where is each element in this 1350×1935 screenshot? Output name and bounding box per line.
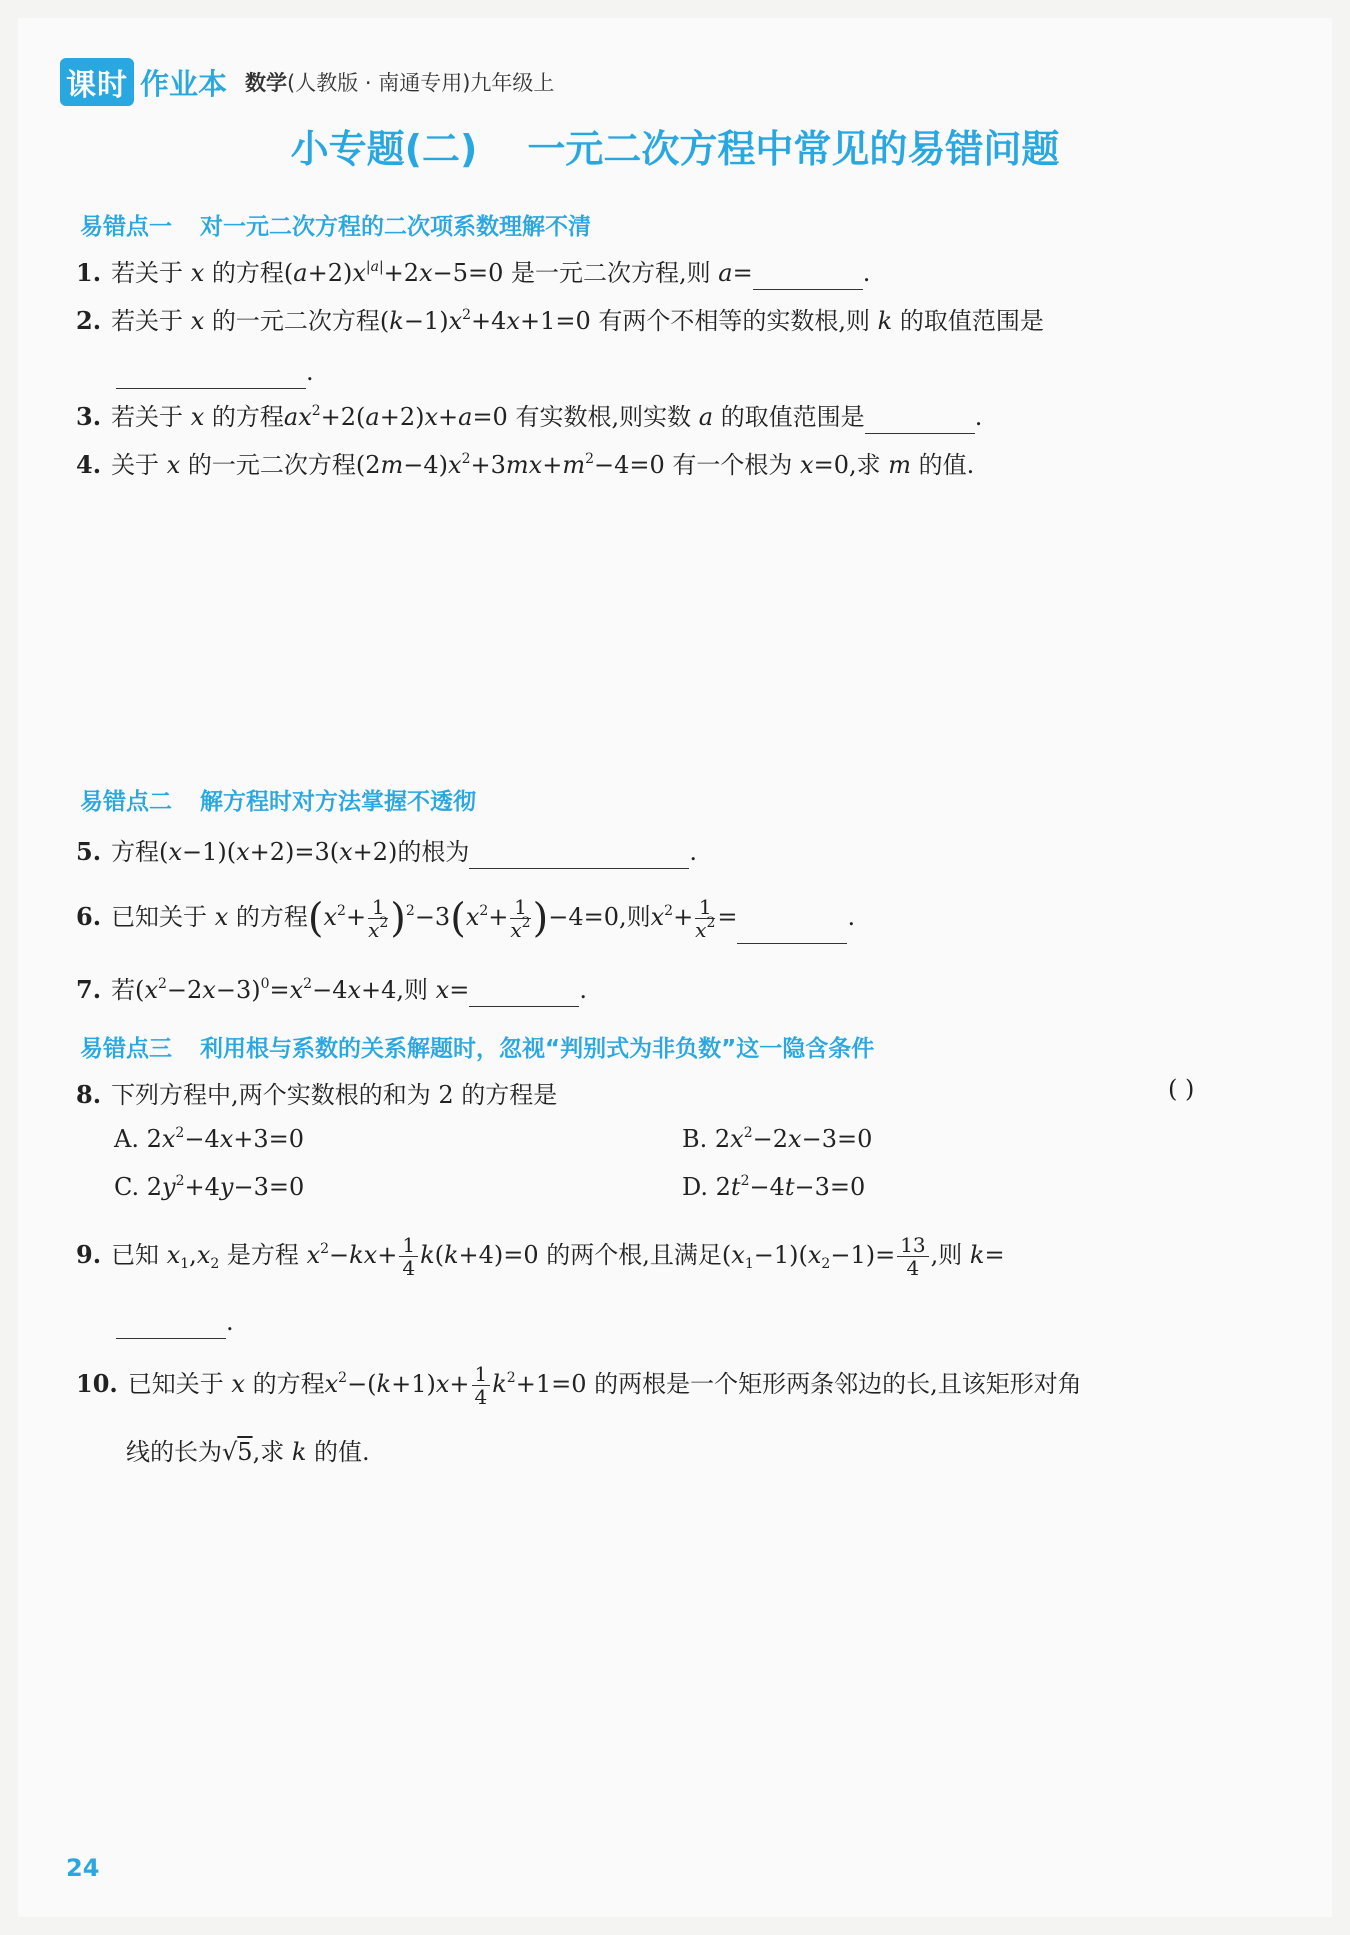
section-heading-3: 易错点三 利用根与系数的关系解题时，忽视“判别式为非负数”这一隐含条件 bbox=[80, 1036, 875, 1062]
page-title: 小专题(二) 一元二次方程中常见的易错问题 bbox=[290, 127, 1060, 171]
page-number: 24 bbox=[66, 1854, 100, 1882]
option-c: C. $2y^2+4y-3=0$ bbox=[114, 1173, 305, 1201]
question-4: 4. 关于 x 的一元二次方程$(2m-4)x^2+3mx+m^2-4=0$ 有一个根为 x=0,求 m 的值. bbox=[76, 450, 975, 479]
option-d: D. $2t^2-4t-3=0$ bbox=[682, 1173, 866, 1201]
question-9-blank: . bbox=[116, 1305, 234, 1339]
answer-parentheses: ( ) bbox=[1168, 1075, 1195, 1103]
option-a: A. $2x^2-4x+3=0$ bbox=[114, 1125, 305, 1153]
question-10: 10. 已知关于 x 的方程$x^2-(k+1)x+$ $\frac{1}{4}$ $k^2+1=0$ 的两根是一个矩形两条邻边的长,且该矩形对角 bbox=[76, 1362, 1082, 1409]
question-10-line2: 线的长为√5,求 k 的值. bbox=[126, 1438, 370, 1466]
question-2: 2. 若关于 x 的一元二次方程$(k-1)x^2+4x+1=0$ 有两个不相等的实数根,则 k 的取值范围是 bbox=[76, 306, 1044, 335]
question-1: 1. 若关于 x 的方程$(a+2)x^{|a|}+2x-5=0$ 是一元二次方程,则 a= . bbox=[76, 256, 870, 290]
section-heading-1: 易错点一 对一元二次方程的二次项系数理解不清 bbox=[80, 214, 591, 240]
question-7: 7. 若$(x^2-2x-3)^0=x^2-4x+4$,则 x= . bbox=[76, 973, 587, 1007]
question-3: 3. 若关于 x 的方程$ax^2+2(a+2)x+a=0$ 有实数根,则实数 a 的取值范围是 . bbox=[76, 400, 982, 434]
question-2-blank: . bbox=[116, 355, 314, 389]
option-b: B. $2x^2-2x-3=0$ bbox=[682, 1125, 873, 1153]
header-subject: 数学(人教版 · 南通专用)九年级上 bbox=[245, 71, 555, 95]
question-8: 8. 下列方程中,两个实数根的和为 2 的方程是 bbox=[76, 1080, 558, 1109]
logo-text: 作业本 bbox=[140, 66, 228, 101]
header bbox=[60, 58, 554, 106]
question-6: 6. 已知关于 x 的方程($x^2+$ $\frac{1}{x^2}$ )$^2-3(x^2+$ $\frac{1}{x^2}$ )−4=0,则$x^2+$ $\frac{1}{x^2}$ = . bbox=[76, 895, 856, 942]
question-5: 5. 方程(x−1)(x+2)=3(x+2)的根为 . bbox=[76, 835, 697, 869]
section-heading-2: 易错点二 解方程时对方法掌握不透彻 bbox=[80, 789, 476, 815]
question-9: 9. 已知 $x_1,x_2$ 是方程 $x^2-kx+$ $\frac{1}{4}$ k(k+4)=0 的两个根,且满足$(x_1-1)(x_2-1)=$ $\frac{13}{4}$ ,则 k= bbox=[76, 1233, 1005, 1280]
logo-box: 课时 bbox=[60, 58, 134, 106]
page-sheet bbox=[18, 18, 1332, 1917]
